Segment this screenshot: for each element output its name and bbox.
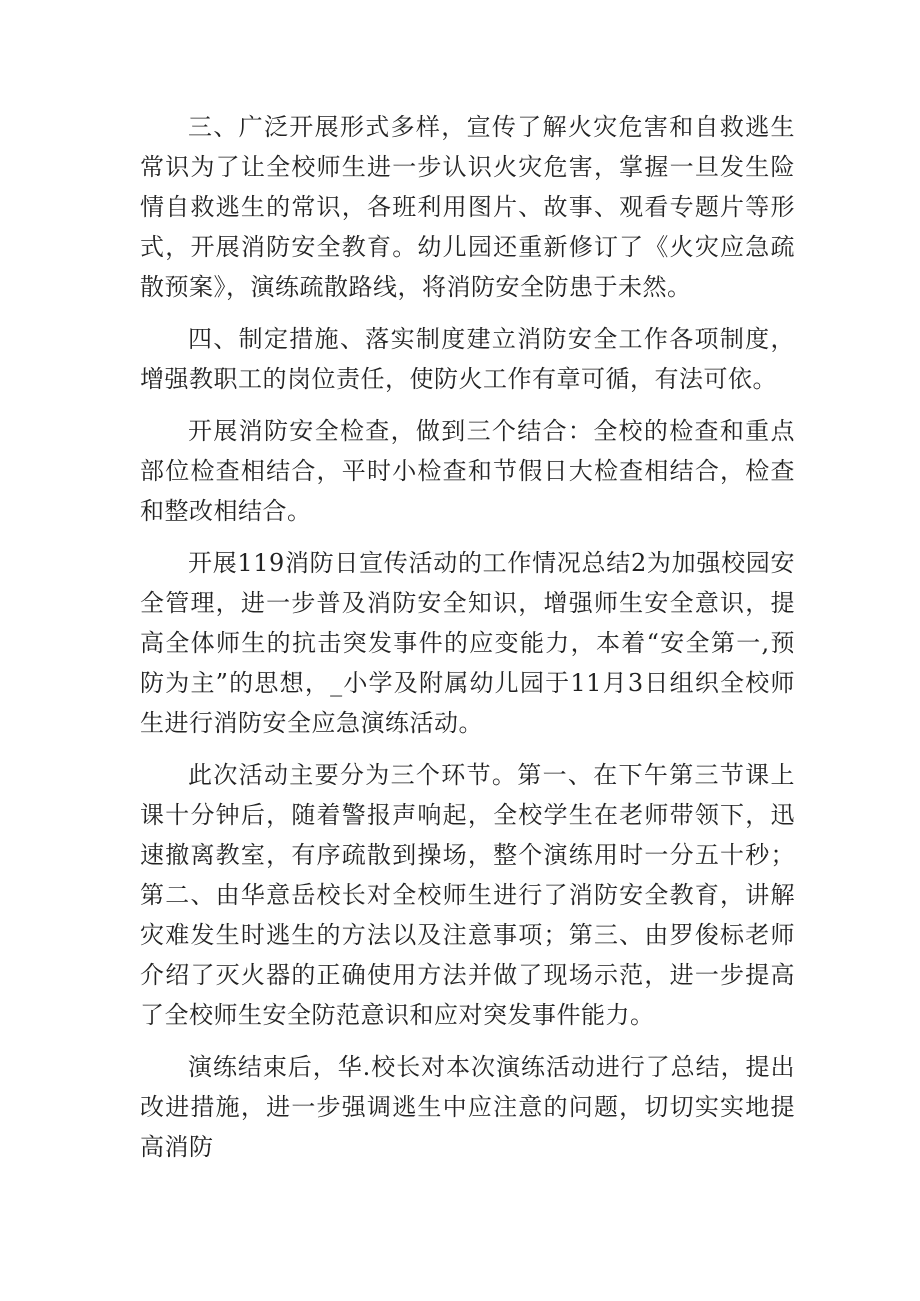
document-body [140,107,795,1179]
paragraph-drill-process: 此次活动主要分为三个环节。第一、在下午第三节课上课十分钟后，随着警报声响起，全校学生在老师带领下，迅速撤离教室，有序疏散到操场，整个演练用时一分五十秒；第二、由华意岳校长对全校师生进行了消防安全教育，讲解灾难发生时逃生的方法以及注意事项；第三、由罗俊标老师介绍了灭火器的正确使用方法并做了现场示范，进一步提高了全校师生安全防范意识和应对突发事件能力。 [140,761,795,1029]
paragraph-drill-conclusion: 演练结束后，华.校长对本次演练活动进行了总结，提出改进措施，进一步强调逃生中应注意的问题，切切实实地提高消防 [140,1053,795,1161]
paragraph-safety-inspection: 开展消防安全检查，做到三个结合：全校的检查和重点部位检查相结合，平时小检查和节假日大检查相结合，检查和整改相结合。 [140,417,795,525]
paragraph-safety-system: 四、制定措施、落实制度建立消防安全工作各项制度，增强教职工的岗位责任，使防火工作有章可循，有法可依。 [140,325,795,393]
paragraph-drill-summary: 开展119消防日宣传活动的工作情况总结2为加强校园安全管理，进一步普及消防安全知识，增强师生安全意识，提高全体师生的抗击突发事件的应变能力，本着“安全第一,预防为主”的思想，_小学及附属幼儿园于11月3日组织全校师生进行消防安全应急演练活动。 [140,549,795,737]
paragraph-fire-hazard-education: 三、广泛开展形式多样，宣传了解火灾危害和自救逃生常识为了让全校师生进一步认识火灾危害，掌握一旦发生险情自救逃生的常识，各班利用图片、故事、观看专题片等形式，开展消防安全教育。幼儿园还重新修订了《火灾应急疏散预案》，演练疏散路线，将消防安全防患于未然。 [140,113,795,301]
